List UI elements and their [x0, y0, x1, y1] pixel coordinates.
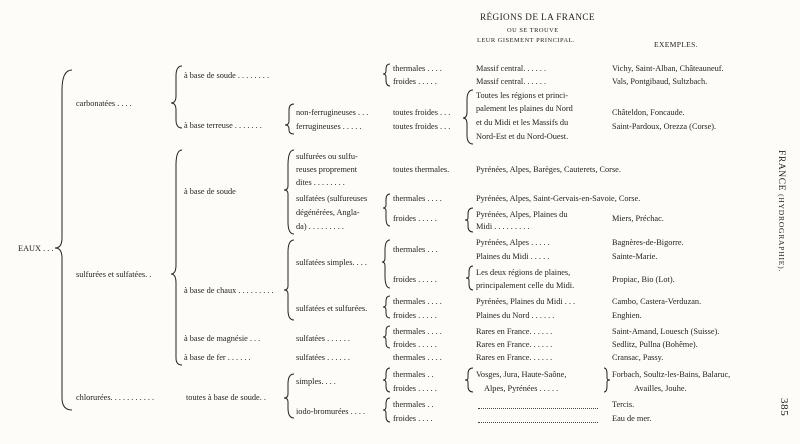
example-cell: Propiac, Bio (Lot). — [612, 275, 675, 284]
region-cell: Alpes, Pyrénées . . . . . — [484, 384, 559, 393]
region-cell: Pyrénées, Alpes, Plaines du — [476, 210, 568, 219]
label-sulfatees-fer: sulfatées . . . . . . — [296, 353, 350, 362]
region-cell: Rares en France. . . . . . — [476, 353, 553, 362]
temp-thermales: thermales . . . — [393, 245, 438, 254]
label-toutes-froides-2: toutes froides . . . — [393, 122, 451, 131]
temp-thermales: thermales . . . . — [393, 353, 442, 362]
label-simples: simples. . . . — [296, 377, 336, 386]
temp-froides: froides . . . . . — [393, 214, 437, 223]
temp-thermales: thermales . . . . — [393, 194, 442, 203]
label-sulfatees-sulfureuses-line2: dégénérées, Angla- — [296, 208, 360, 217]
label-base-soude-sulfurees: à base de soude — [184, 187, 236, 196]
label-sulfatees-magnesie: sulfatées . . . . . . — [296, 334, 350, 343]
label-non-ferrugineuses: non-ferrugineuses . . . — [296, 108, 369, 117]
example-cell: Tercis. — [612, 400, 635, 409]
examples-header: EXEMPLES. — [654, 40, 698, 49]
brace — [383, 368, 390, 392]
label-toutes-base-soude: toutes à base de soude. . — [186, 393, 266, 402]
brace — [284, 240, 294, 320]
example-cell: Sedlitz, Pullna (Bohême). — [612, 340, 698, 349]
brace — [466, 266, 473, 290]
temp-froides: froides . . . . — [393, 414, 433, 423]
example-cell: Châteldon, Foncaude. — [612, 108, 685, 117]
brace — [383, 194, 390, 226]
region-cell: et du Midi et les Massifs du — [476, 118, 569, 127]
brace — [465, 208, 473, 232]
label-iodo-bromurees: iodo-bromurées . . . . — [296, 407, 366, 416]
label-sulfatees-sulfureuses-line1: sulfatées (sulfureuses — [296, 194, 368, 203]
example-cell: Enghien. — [612, 311, 642, 320]
temp-thermales: thermales . . — [393, 400, 434, 409]
region-cell: palement les plaines du Nord — [476, 104, 573, 113]
brace — [383, 64, 390, 86]
region-cell: Vosges, Jura, Haute-Saône, — [476, 370, 567, 379]
example-cell: Availles, Jouhe. — [634, 384, 687, 393]
page-number: 385 — [778, 398, 790, 417]
temp-thermales: thermales . . . . — [393, 327, 442, 336]
label-base-magnesie: à base de magnésie . . . — [184, 334, 261, 343]
side-running-header — [776, 150, 786, 272]
example-cell: Saint-Amand, Louesch (Suisse). — [612, 327, 720, 336]
region-cell: principalement celle du Midi. — [476, 281, 575, 290]
label-eaux: EAUX . . . — [18, 244, 54, 253]
brace — [383, 296, 390, 318]
region-cell: Pyrénées, Plaines du Midi . . . — [476, 297, 576, 306]
example-cell: Forbach, Soultz-les-Bains, Balaruc, — [612, 370, 731, 379]
region-cell: Pyrénées, Alpes, Saint-Gervais-en-Savoie, Corse. — [476, 194, 641, 203]
label-sulfatees-simples: sulfatées simples. . . . — [296, 258, 367, 267]
region-cell: Les deux régions de plaines, — [476, 268, 571, 277]
example-cell: Saint-Pardoux, Orezza (Corse). — [612, 122, 717, 131]
example-cell: Miers, Préchac. — [612, 214, 664, 223]
region-cell: Midi . . . . . . . . . — [476, 222, 530, 231]
example-cell: Vichy, Saint-Alban, Châteauneuf. — [612, 64, 724, 73]
region-cell: Rares en France. . . . . . — [476, 340, 553, 349]
region-cell: Massif central. . . . . . — [476, 64, 547, 73]
label-sulfatees-sulfureuses-line3: da) . . . . . . . . . — [296, 222, 344, 231]
region-cell: Pyrénées, Alpes . . . . . — [476, 238, 550, 247]
temp-froides: froides . . . . . — [393, 77, 437, 86]
label-toutes-thermales: toutes thermales. — [393, 165, 450, 174]
brace — [604, 368, 610, 392]
label-sulfurees-sulfatees: sulfurées et sulfatées. . — [76, 270, 152, 279]
region-cell: Plaines du Midi . . . . . — [476, 252, 550, 261]
brace — [383, 398, 390, 422]
example-cell: Eau de mer. — [612, 414, 652, 423]
temp-froides: froides . . . . . — [393, 275, 437, 284]
label-sulfatees-et-sulfurees: sulfatées et sulfurées. — [296, 304, 368, 313]
side-header-title: FRANCE — [776, 150, 786, 192]
region-cell: Plaines du Nord . . . . . . — [476, 311, 555, 320]
regions-header-line1: RÉGIONS DE LA FRANCE — [480, 12, 595, 22]
temp-thermales: thermales . . . . — [393, 64, 442, 73]
region-cell: Nord-Est et du Nord-Ouest. — [476, 132, 569, 141]
label-sulfurees-ou-line1: sulfurées ou sulfu- — [296, 152, 358, 161]
example-cell: Cambo, Castera-Verduzan. — [612, 297, 702, 306]
label-base-soude-carbonatees: à base de soude . . . . . . . . — [184, 71, 270, 80]
temp-froides: froides . . . . . — [393, 311, 437, 320]
label-chlorurees: chlorurées. . . . . . . . . . . — [76, 393, 155, 402]
label-carbonatees: carbonatées . . . . — [76, 99, 132, 108]
example-cell: Cransac, Passy. — [612, 353, 664, 362]
region-cell: Toutes les régions et princi- — [476, 91, 569, 100]
label-ferrugineuses: ferrugineuses . . . . . — [296, 122, 362, 131]
label-base-fer: à base de fer . . . . . . — [184, 353, 251, 362]
brace — [463, 90, 473, 144]
example-cell: Vals, Pontgibaud, Sultzbach. — [612, 77, 708, 86]
example-cell: Sainte-Marie. — [612, 252, 658, 261]
brace — [382, 240, 390, 288]
temp-froides: froides . . . . . — [393, 340, 437, 349]
label-sulfurees-ou-line2: reuses proprement — [296, 165, 358, 174]
brace — [383, 326, 390, 348]
temp-thermales: thermales . . . . — [393, 297, 442, 306]
brace — [285, 104, 294, 134]
regions-header-line2: OU SE TROUVE — [507, 27, 559, 34]
region-cell: Pyrénées, Alpes, Barèges, Cauterets, Corse. — [476, 165, 621, 174]
temp-froides: froides . . . . . — [393, 384, 437, 393]
brace — [171, 150, 182, 365]
temp-thermales: thermales . . — [393, 370, 434, 379]
side-header-subtitle: (HYDROGRAPHIE). — [777, 194, 786, 273]
regions-header-line3: LEUR GISEMENT PRINCIPAL. — [477, 37, 576, 44]
region-cell: Rares en France. . . . . . — [476, 327, 553, 336]
label-sulfurees-ou-line3: dites . . . . . . . . — [296, 178, 345, 187]
label-base-chaux: à base de chaux . . . . . . . . . — [184, 286, 274, 295]
region-cell: Massif central. . . . . . — [476, 77, 547, 86]
brace — [284, 374, 294, 418]
brace — [465, 368, 473, 392]
example-cell: Bagnères-de-Bigorre. — [612, 238, 684, 247]
brace — [55, 70, 72, 410]
label-toutes-froides-1: toutes froides . . . — [393, 108, 451, 117]
brace — [284, 150, 294, 234]
brace — [171, 66, 182, 128]
label-base-terreuse: à base terreuse . . . . . . . — [184, 121, 262, 130]
